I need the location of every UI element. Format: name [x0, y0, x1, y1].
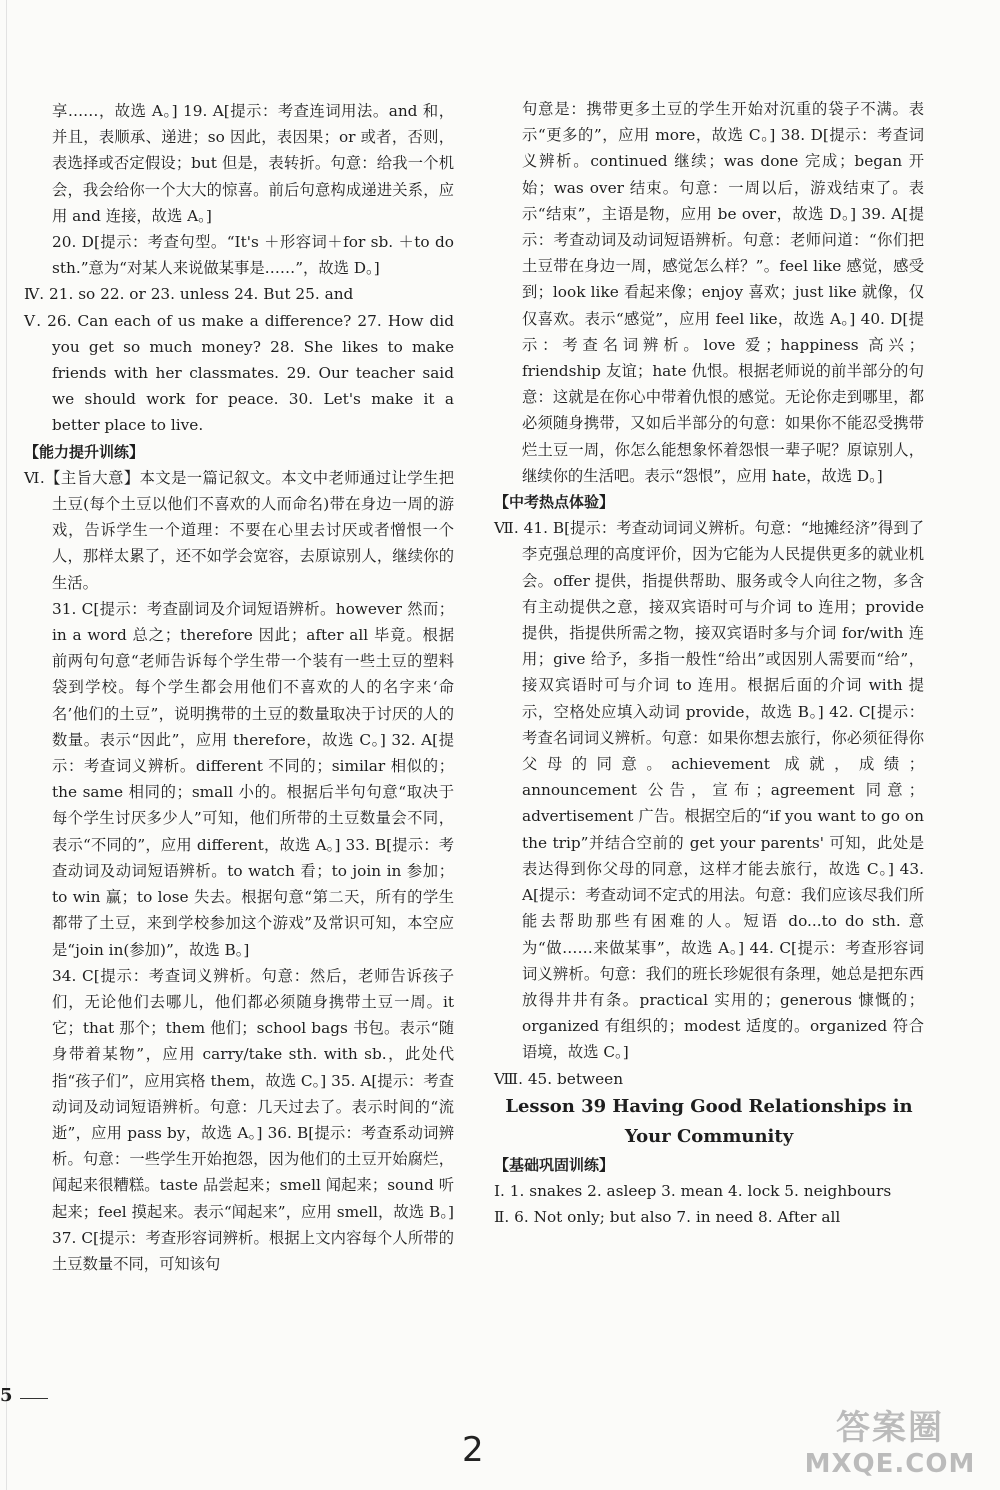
watermark-url: MXQE.COM: [804, 1449, 976, 1479]
answer-para-19: 享……，故选 A。] 19. A[提示：考查连词用法。and 和，并且，表顺承、递进；so 因此，表因果；or 或者，否则，表选择或否定假设；but 但是，表转折。句意：给我一个机会，我会给你一个大大的惊喜。前后句意构成递进关系，应用 and 连接，故选 A。]: [52, 102, 454, 225]
section-ii-answers: Ⅱ. 6. Not only; but also 7. in need 8. After all: [494, 1208, 841, 1227]
handwritten-mark: 2: [462, 1430, 484, 1470]
section-heading-exam: 【中考热点体验】: [494, 493, 615, 512]
watermark: [790, 1400, 990, 1479]
section-viii-answers: Ⅷ. 45. between: [494, 1069, 624, 1088]
section-iv-answers: Ⅳ. 21. so 22. or 23. unless 24. But 25. and: [24, 285, 354, 304]
section-v-answers: Ⅴ. 26. Can each of us make a difference? 27. How did you get so much money? 28. She likes to make friends with her classmates. 29. Our teacher said we should work for peace. 30. Let's make it a better place to live.: [24, 311, 454, 435]
answer-para-20: 20. D[提示：考查句型。“It's ＋形容词＋for sb. ＋to do sth.”意为“对某人来说做某事是……”，故选 D。]: [52, 233, 454, 278]
watermark-text: 答案圈: [836, 1408, 944, 1448]
right-column: [494, 96, 924, 1230]
page-number-rule: [20, 1398, 48, 1399]
lesson-title: Lesson 39 Having Good Relationships in Your Community: [505, 1095, 913, 1147]
section-i-answers: Ⅰ. 1. snakes 2. asleep 3. mean 4. lock 5. neighbours: [494, 1181, 892, 1200]
answer-para-34-37: 34. C[提示：考查词义辨析。句意：然后，老师告诉孩子们，无论他们去哪儿，他们都必须随身携带土豆一周。it 它；that 那个；them 他们；school bags 书包。表示“随身带着某物”，应用 carry/take sth. with sb.，此处代指“孩子们”，应用宾格 them，故选 C。] 35. A[提示：考查动词及动词短语辨析。句意：几天过去了。表示时间的“流逝”，应用 pass by，故选 A。] 36. B[提示：考查系动词辨析。句意：一些学生开始抱怨，因为他们的土豆开始腐烂，闻起来很糟糕。taste 品尝起来；smell 闻起来；sound 听起来；feel 摸起来。表示“闻起来”，应用 smell，故选 B。] 37. C[提示：考查形容词辨析。根据上文内容每个人所带的土豆数量不同，可知该句: [52, 966, 454, 1273]
binding-shadow: [6, 0, 7, 1490]
answer-para-41-44: Ⅶ. 41. B[提示：考查动词词义辨析。句意：“地摊经济”得到了李克强总理的高度评价，因为它能为人民提供更多的就业机会。offer 提供，指提供帮助、服务或令人向往之物，多含有主动提供之意，接双宾语时可与介词 to 连用；provide 提供，指提供所需之物，接双宾语时多与介词 for/with 连用；give 给予，多指一般性“给出”或因别人需要而“给”，接双宾语时可与介词 to 连用。根据后面的介词 with 提示，空格处应填入动词 provide，故选 B。] 42. C[提示：考查名词词义辨析。句意：如果你想去旅行，你必须征得你父母的同意。achievement 成就，成绩；announcement 公告，宣布；agreement 同意；advertisement 广告。根据空后的“if you want to go on the trip”并结合空前的 get your parents' 可知，此处是表达得到你父母的同意，这样才能去旅行，故选 C。] 43. A[提示：考查动词不定式的用法。句意：我们应该尽我们所能去帮助那些有困难的人。短语 do...to do sth. 意为“做……来做某事”，故选 A。] 44. C[提示：考查形容词词义辨析。句意：我们的班长珍妮很有条理，她总是把东西放得井井有条。practical 实用的；generous 慷慨的；organized 有组织的；modest 适度的。organized 符合语境，故选 C。]: [494, 519, 924, 1062]
main-idea-para: Ⅵ.【主旨大意】本文是一篇记叙文。本文中老师通过让学生把土豆(每个土豆以他们不喜欢的人而命名)带在身边一周的游戏，告诉学生一个道理：不要在心里去讨厌或者憎恨一个人，那样太累了，还不如学会宽容，去原谅别人，继续你的生活。: [24, 468, 454, 592]
answer-para-31-33: 31. C[提示：考查副词及介词短语辨析。however 然而；in a word 总之；therefore 因此；after all 毕竟。根据前两句句意“老师告诉每个学生带一个装有一些土豆的塑料袋到学校。每个学生都会用他们不喜欢的人的名字来‘命名’他们的土豆”，说明携带的土豆的数量取决于讨厌的人的数量。表示“因此”，应用 therefore，故选 C。] 32. A[提示：考查词义辨析。different 不同的；similar 相似的；the same 相同的；small 小的。根据后半句句意“取决于每个学生讨厌多少人”可知，他们所带的土豆数量会不同，表示“不同的”，应用 different，故选 A。] 33. B[提示：考查动词及动词短语辨析。to watch 看；to join in 参加；to win 赢；to lose 失去。根据句意“第二天，所有的学生都带了土豆，来到学校参加这个游戏”及常识可知，本空应是“join in(参加)”，故选 B。]: [52, 599, 454, 959]
section-heading-ability: 【能力提升训练】: [24, 442, 145, 461]
left-column: [24, 98, 454, 1277]
answer-para-37-40: 句意是：携带更多土豆的学生开始对沉重的袋子不满。表示“更多的”，应用 more，故选 C。] 38. D[提示：考查词义辨析。continued 继续；was done 完成；began 开始；was over 结束。句意：一周以后，游戏结束了。表示“结束”，主语是物，应用 be over，故选 D。] 39. A[提示：考查动词及动词短语辨析。句意：老师问道：“你们把土豆带在身边一周，感觉怎么样？”。feel like 感觉，感受到；look like 看起来像；enjoy 喜欢；just like 就像，仅仅喜欢。表示“感觉”，应用 feel like，故选 A。] 40. D[提示：考查名词辨析。love 爱；happiness 高兴；friendship 友谊；hate 仇恨。根据老师说的前半部分的句意：这就是在你心中带着仇恨的感觉。无论你走到哪里，都必须随身携带，又如后半部分的句意：如果你不能忍受携带烂土豆一周，你怎么能想象怀着怨恨一辈子呢？原谅别人，继续你的生活吧。表示“怨恨”，应用 hate，故选 D。]: [522, 100, 924, 485]
page-number: 5: [0, 1385, 13, 1406]
section-heading-basic: 【基础巩固训练】: [494, 1155, 615, 1174]
